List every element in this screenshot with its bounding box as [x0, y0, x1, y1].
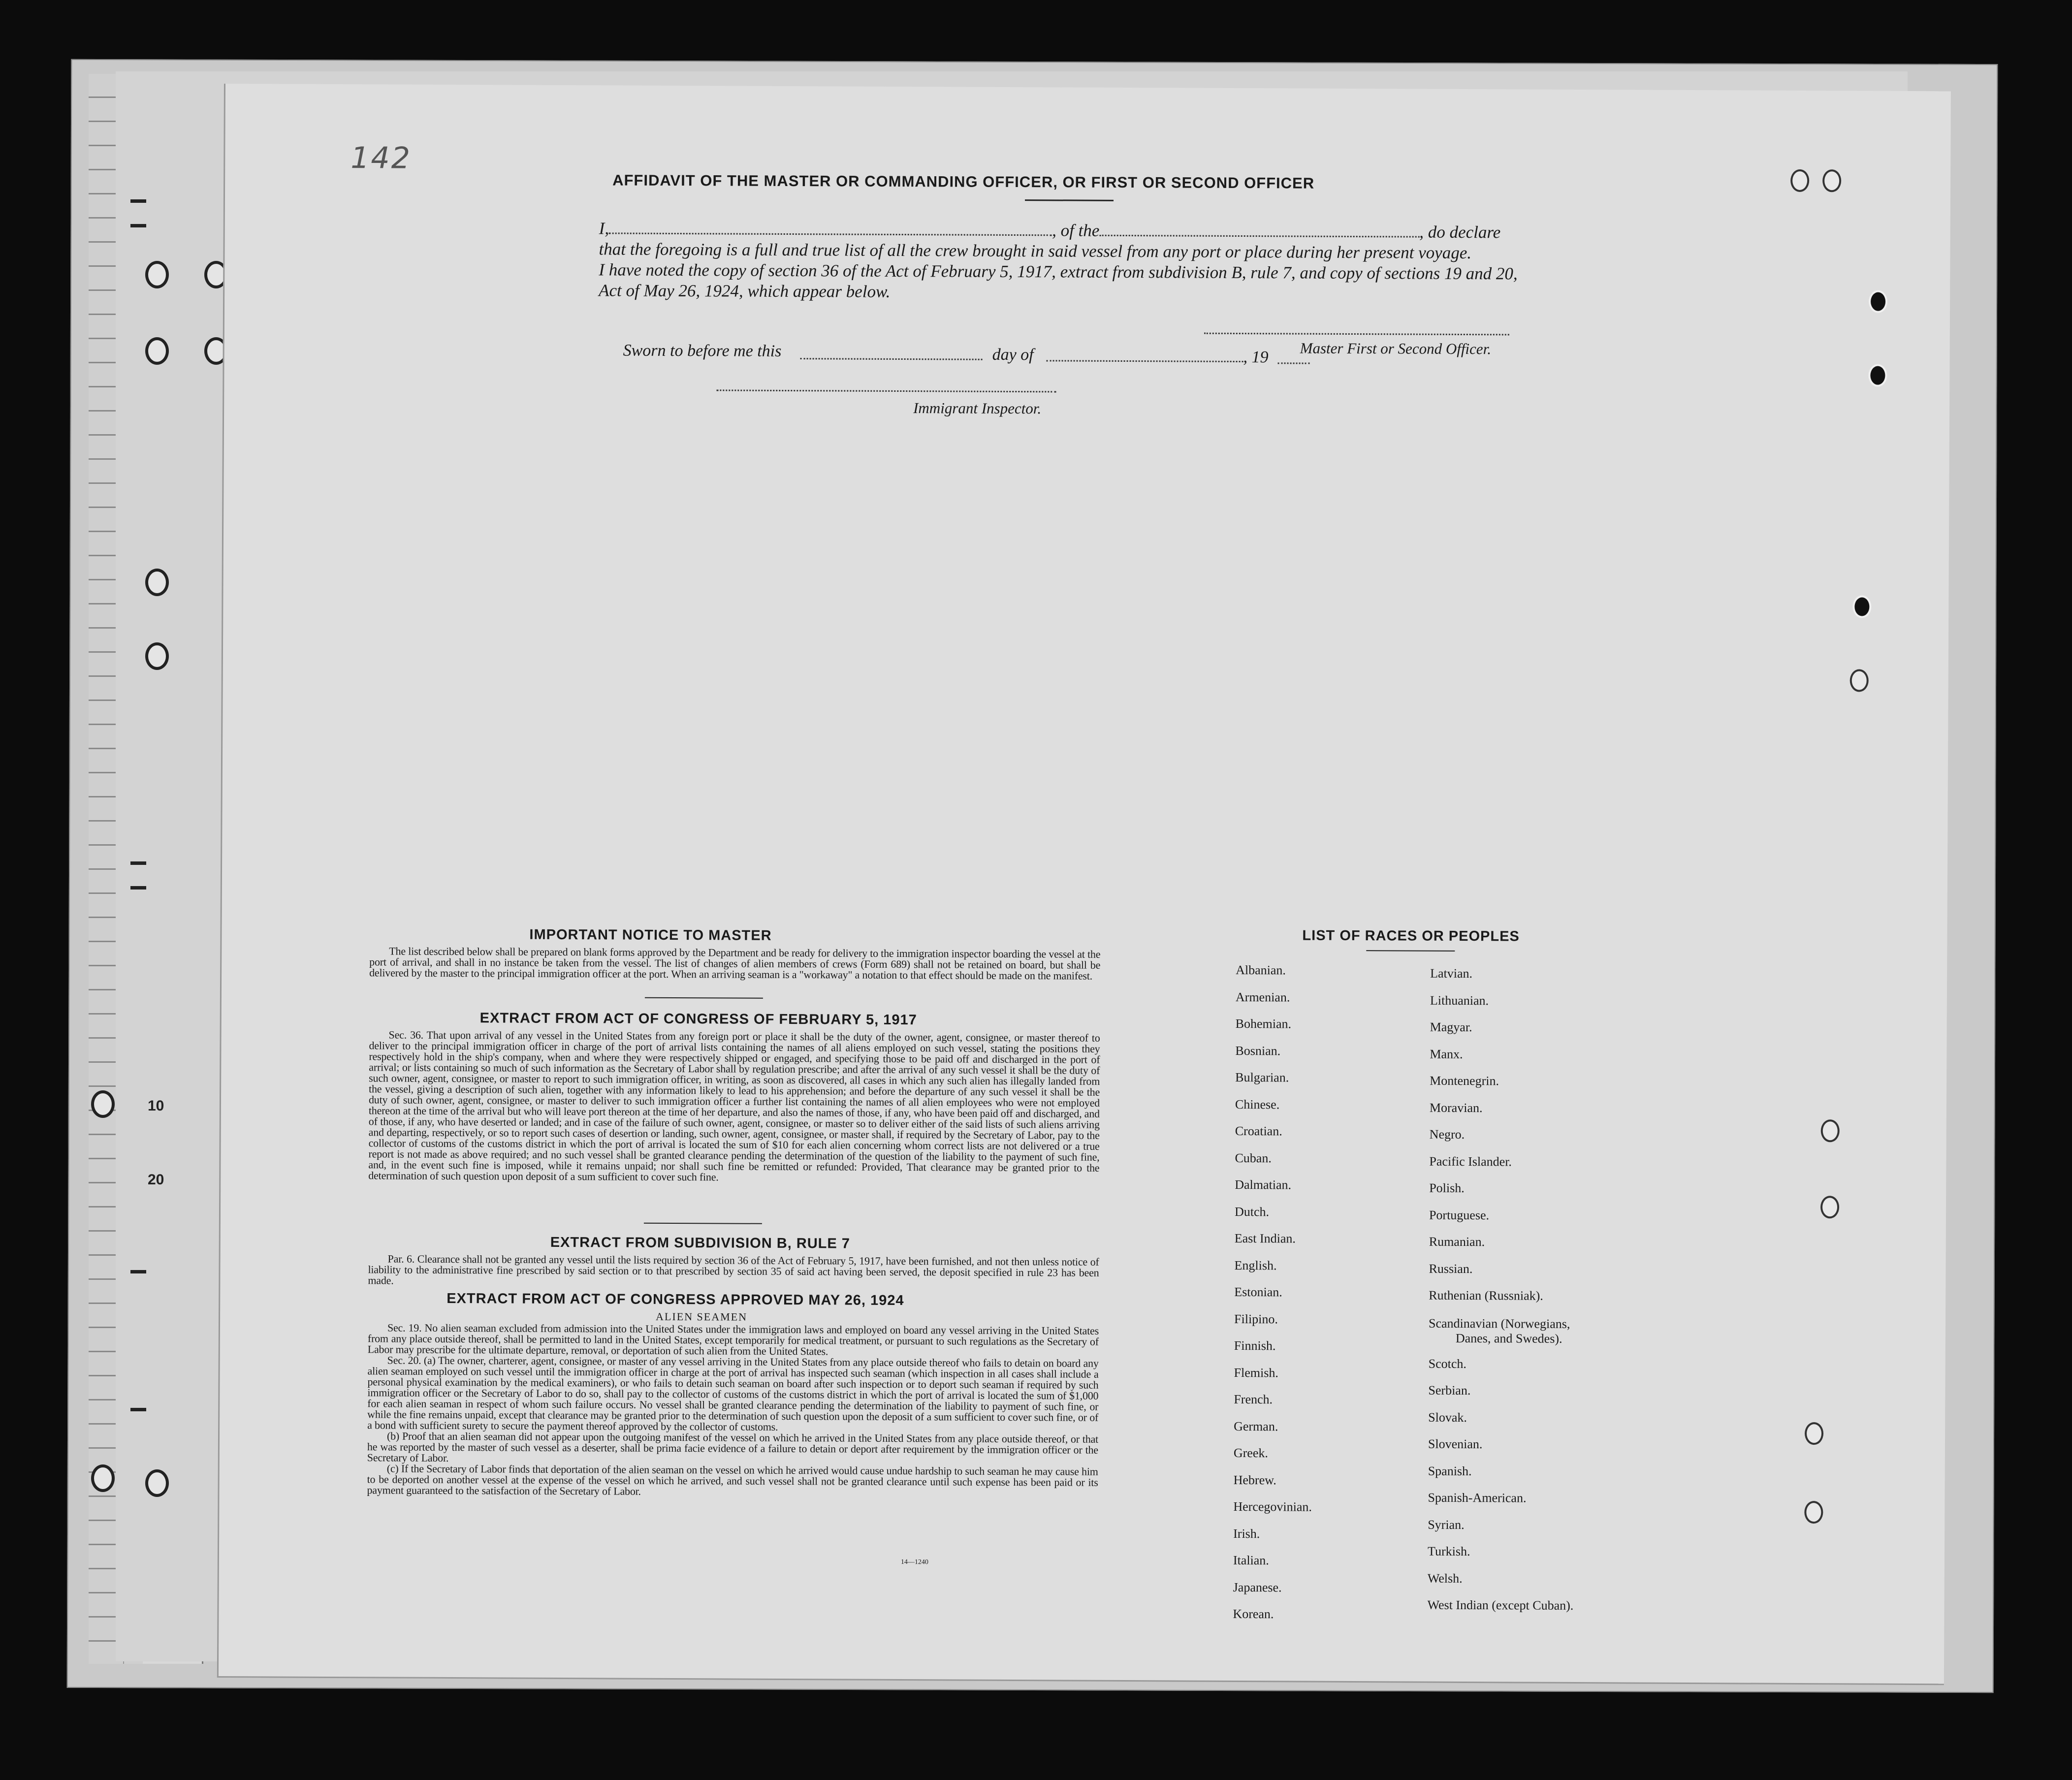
form-number: 14—1240 — [900, 1558, 928, 1566]
inspector-signature-line[interactable] — [716, 388, 1056, 392]
race-item: Turkish. — [1427, 1544, 1470, 1559]
section-rule — [645, 997, 763, 999]
race-item: Serbian. — [1428, 1383, 1471, 1398]
race-item: Irish. — [1233, 1526, 1260, 1541]
race-item: Slovenian. — [1428, 1436, 1483, 1452]
punch-hole — [1869, 290, 1887, 313]
race-item: Cuban. — [1235, 1150, 1272, 1165]
punch-hole — [1805, 1422, 1823, 1445]
race-item: Scandinavian (Norwegians, — [1428, 1316, 1570, 1331]
race-item: Greek. — [1233, 1445, 1268, 1461]
rule7-text: Par. 6. Clearance shall not be granted any vessel until the lists required by section 36 of the Act of February 5, 1917, have been furnished, and not then unless notice of liability to the administrative fine prescribed by said section or to that prescribed by section 35 of said act having been served, the deposit specified in rule 23 has been made. — [368, 1252, 1099, 1287]
declaration-line-2: that the foregoing is a full and true list of all the crew brought in said vessel from any port or place during her present voyage. — [599, 239, 1472, 263]
margin-number: 10 — [148, 1098, 164, 1114]
race-item: Latvian. — [1430, 966, 1473, 981]
race-item: English. — [1234, 1258, 1277, 1272]
title-rule — [1025, 199, 1114, 201]
punch-hole — [1850, 669, 1869, 692]
race-item: Bohemian. — [1235, 1016, 1292, 1031]
extract-rule7-title: EXTRACT FROM SUBDIVISION B, RULE 7 — [550, 1234, 851, 1252]
sec-20c-text: (c) If the Secretary of Labor finds that deportation of the alien seaman on the vessel on which he arrived would cause undue hardship to such seaman he may cause him to be deported on another vessel at the expense of the vessel on which he arrived, and such vessel shall not be granted clearance until such expense has been paid or its payment guaranteed to the satisfaction of the Secretary of Labor. — [367, 1462, 1098, 1497]
punch-hole — [1868, 364, 1887, 387]
declaration-line-4: Act of May 26, 1924, which appear below. — [599, 281, 891, 301]
binder-hole — [91, 1464, 115, 1492]
race-item: German. — [1234, 1419, 1278, 1433]
notice-title: IMPORTANT NOTICE TO MASTER — [529, 926, 772, 944]
race-item: Bulgarian. — [1235, 1070, 1289, 1085]
race-item: Scotch. — [1428, 1356, 1467, 1371]
handwritten-page-number: 142 — [351, 141, 412, 176]
race-item: West Indian (except Cuban). — [1427, 1597, 1574, 1613]
race-item: Albanian. — [1236, 962, 1286, 978]
margin-tick — [130, 1270, 146, 1273]
notice-text: The list described below shall be prepared on blank forms approved by the Department and be ready for delivery to the immigration inspector boarding the vessel at the port of arrival, and shall in no instance be taken from the vessel. The list of changes of alien members of crews (Form 689) shall not be retained on board, but shall be delivered by the master to the principal immigration officer at the port. When an arriving seaman is a "workaway" a notation to that effect should be made on the manifest. — [369, 945, 1101, 982]
race-item: Dutch. — [1234, 1204, 1270, 1219]
sec-20b-text: (b) Proof that an alien seaman did not appear upon the outgoing manifest of the vessel on which he arrived in the United States from any place outside thereof, or that he was reported by the master of such vessel as a deserter, shall be prima facie evidence of a failure to detain or deport after requirement by the immigration officer or the Secretary of Labor. — [367, 1430, 1099, 1464]
race-item: Estonian. — [1234, 1284, 1282, 1300]
affidavit-declaration — [599, 218, 1564, 305]
binder-hole — [91, 1090, 115, 1118]
race-item: Ruthenian (Russniak). — [1429, 1288, 1543, 1303]
race-item: Flemish. — [1234, 1365, 1278, 1380]
race-item: Rumanian. — [1429, 1234, 1485, 1249]
race-item: Montenegrin. — [1430, 1073, 1499, 1088]
punch-hole — [1820, 1196, 1839, 1218]
race-item: Japanese. — [1233, 1580, 1282, 1594]
races-column-2 — [1427, 960, 1576, 1620]
affidavit-title: AFFIDAVIT OF THE MASTER OR COMMANDING OFFICER, OR FIRST OR SECOND OFFICER — [612, 171, 1315, 192]
day-of-label: day of — [992, 345, 1034, 364]
binder-hole — [145, 261, 169, 288]
sworn-month-blank[interactable] — [1047, 359, 1243, 362]
margin-tick — [130, 861, 146, 865]
alien-seamen-subtitle: ALIEN SEAMEN — [656, 1310, 748, 1323]
binder-hole — [145, 1469, 169, 1497]
i-label: I, — [599, 219, 609, 238]
margin-tick — [130, 1408, 146, 1411]
race-item: Filipino. — [1234, 1311, 1278, 1326]
race-item: East Indian. — [1234, 1231, 1296, 1246]
race-item: Korean. — [1233, 1606, 1274, 1621]
race-item: Spanish. — [1428, 1463, 1472, 1478]
punch-hole — [1804, 1501, 1823, 1524]
race-item: French. — [1234, 1392, 1273, 1407]
margin-number: 20 — [148, 1172, 164, 1188]
race-item: Spanish-American. — [1428, 1490, 1527, 1505]
race-item: Chinese. — [1235, 1097, 1280, 1112]
race-item: Finnish. — [1234, 1338, 1276, 1353]
margin-tick — [130, 224, 146, 227]
extract-1917-body — [368, 1029, 1100, 1184]
race-item: Magyar. — [1430, 1019, 1472, 1035]
binder-hole — [145, 337, 169, 365]
race-item: Pacific Islander. — [1429, 1154, 1512, 1169]
race-item: Welsh. — [1427, 1571, 1463, 1586]
race-item: Italian. — [1233, 1553, 1269, 1568]
inspector-label: Immigrant Inspector. — [913, 399, 1042, 417]
race-item: Hercegovinian. — [1233, 1499, 1312, 1514]
section-36-text: Sec. 36. That upon arrival of any vessel in the United States from any foreign port or place it shall be the duty of the owner, agent, consignee, or master thereof to deliver to the principal immigration officer in charge of the port of arrival lists containing the names of all aliens employed on such vessel, stating the positions they respectively hold in the ship's company, when and where they were respectively shipped or engaged, and specifying those to be paid off and discharged in the port of arrival; or lists containing so much of such information as the Secretary of Labor shall by regulation prescribe; and after the arrival of any such vessel it shall be the duty of such owner, agent, consignee, or master to report to such immigration officer, in writing, as soon as discovered, all cases in which any such alien has illegally landed from the vessel, giving a description of such alien, together with any information likely to lead to his apprehension; and before the departure of any such vessel it shall be the duty of such owner, agent, consignee, or master to deliver to such immigration officer a further list containing the names of all alien employees who were not employed thereon at the time of the arrival but who will leave port thereon at the time of her departure, and also the names of those, if any, who have been paid off and discharged, and of those, if any, who have deserted or landed; and in case of the failure of such owner, agent, consignee, or master so to deliver either of the said lists of such aliens arriving and departing, respectively, or so to report such cases of desertion or landing, such owner, agent, consignee, or master shall, if required by the Secretary of Labor, pay to the collector of customs of the customs district in which the port of arrival is located the sum of $10 for each alien concerning whom correct lists are not delivered or a true report is not made as above required; and no such vessel shall be granted clearance pending the determination of the question of the liability to the payment of such fine, and, in the event such fine is imposed, while it remains unpaid; nor shall such fine be remitted or refunded: Provided, That clearance may be granted prior to the determination of such question upon deposit of a sum sufficient to cover such fine. — [368, 1028, 1100, 1183]
sworn-label: Sworn to before me this — [623, 341, 782, 360]
race-item: Danes, and Swedes). — [1455, 1331, 1562, 1346]
year-blank[interactable] — [1278, 361, 1310, 364]
binder-hole — [145, 569, 169, 596]
margin-tick — [130, 199, 146, 203]
races-title: LIST OF RACES OR PEOPLES — [1302, 927, 1520, 945]
margin-tick — [130, 886, 146, 890]
race-item: Croatian. — [1235, 1123, 1282, 1139]
of-the-label: , of the — [1052, 221, 1100, 240]
sec-19-text: Sec. 19. No alien seaman excluded from admission into the United States under the immigration laws and employed on board any vessel arriving in the United States from any place outside thereof, shall be permitted to land in the United States, except temporarily for medical treatment, or pursuant to such regulations as the Secretary of Labor may prescribe for the ultimate departure, removal, or deportation of such alien from the United States. — [367, 1321, 1099, 1358]
form-page — [217, 84, 1951, 1685]
name-blank[interactable] — [609, 227, 1052, 236]
race-item: Syrian. — [1428, 1517, 1465, 1532]
race-item: Armenian. — [1235, 989, 1290, 1004]
declaration-line-3: I have noted the copy of section 36 of the Act of February 5, 1917, extract from subdivision B, rule 7, and copy of sections 19 and 20, — [599, 260, 1518, 284]
race-item: Portuguese. — [1429, 1208, 1490, 1222]
extract-1924-body — [367, 1322, 1099, 1498]
extract-1924-title: EXTRACT FROM ACT OF CONGRESS APPROVED MAY 26, 1924 — [446, 1290, 904, 1309]
punch-hole — [1852, 595, 1871, 618]
race-item: Negro. — [1429, 1127, 1465, 1142]
sworn-day-blank[interactable] — [800, 357, 983, 360]
races-column-1 — [1233, 957, 1314, 1628]
do-declare-label: , do declare — [1419, 222, 1501, 242]
punch-hole — [1822, 169, 1841, 192]
race-item: Russian. — [1429, 1261, 1473, 1276]
vessel-blank[interactable] — [1099, 230, 1419, 238]
race-item: Slovak. — [1428, 1410, 1467, 1425]
races-rule — [1366, 950, 1455, 952]
section-rule — [644, 1223, 762, 1224]
punch-hole — [1790, 169, 1809, 192]
signature-label: Master First or Second Officer. — [1300, 339, 1492, 358]
race-item: Hebrew. — [1233, 1472, 1276, 1487]
year-label: , 19 — [1243, 348, 1269, 367]
race-item: Bosnian. — [1235, 1043, 1281, 1058]
notice-body — [369, 946, 1100, 981]
race-item: Moravian. — [1429, 1100, 1483, 1115]
race-item: Manx. — [1430, 1047, 1463, 1061]
race-item: Polish. — [1429, 1180, 1465, 1196]
race-item: Dalmatian. — [1235, 1177, 1292, 1192]
punch-hole — [1821, 1119, 1840, 1142]
race-item: Lithuanian. — [1430, 993, 1489, 1008]
signature-line[interactable] — [1204, 332, 1509, 336]
binder-hole — [145, 642, 169, 670]
extract-1917-title: EXTRACT FROM ACT OF CONGRESS OF FEBRUARY 5, 1917 — [479, 1010, 917, 1028]
extract-rule7-body — [368, 1253, 1099, 1289]
sec-20a-text: Sec. 20. (a) The owner, charterer, agent, consignee, or master of any vessel arriving in the United States from any place outside thereof who fails to detain on board any alien seaman employed on such vessel until the immigration officer in charge at the port of arrival has inspected such seaman (which inspection in all cases shall include a personal physical examination by the medical examiners), or who fails to detain such seaman on board after such inspection or to deport such seaman if required by such immigration officer or the Secretary of Labor to do so, shall pay to the collector of customs of the customs district in which the port of arrival is located the sum of $1,000 for each alien seaman in respect of whom such failure occurs. No vessel shall be granted clearance pending the determination of the liability to payment of such fine, or while the fine remains unpaid, except that clearance may be granted prior to the determination of such question upon the deposit of a sum sufficient to cover such fine, or of a bond with sufficient surety to secure the payment thereof approved by the collector of customs. — [367, 1354, 1099, 1433]
